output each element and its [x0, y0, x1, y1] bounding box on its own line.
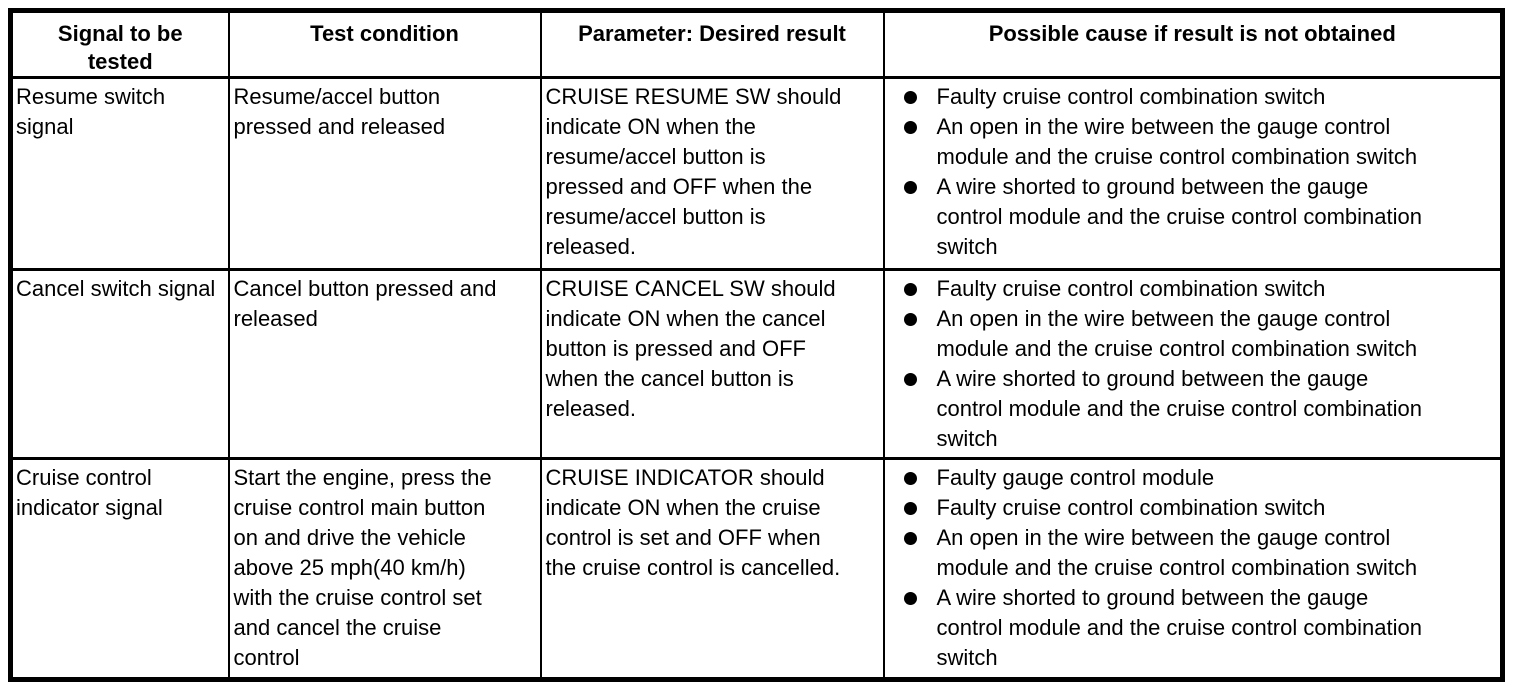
bullet-icon [904, 313, 917, 326]
bullet-icon [904, 502, 917, 515]
test-condition-cell: Cancel button pressed and released [229, 270, 541, 459]
cause-list [885, 463, 1501, 673]
bullet-icon [904, 373, 917, 386]
causes-cell [884, 78, 1503, 270]
bullet-icon [904, 91, 917, 104]
causes-cell [884, 459, 1503, 680]
cause-list [885, 274, 1501, 454]
signal-cell: Cruise control indicator signal [11, 459, 229, 680]
cause-text: An open in the wire between the gauge control module and the cruise control combination switch [936, 114, 1418, 169]
bullet-icon [904, 472, 917, 485]
cause-item [885, 304, 1501, 364]
cause-item [885, 523, 1501, 583]
cause-text: Faulty cruise control combination switch [936, 495, 1326, 520]
cause-item [885, 364, 1501, 454]
diagnostic-table [8, 8, 1505, 682]
cause-item [885, 82, 1501, 112]
col-header-possible-cause: Possible cause if result is not obtained [884, 11, 1503, 78]
parameter-cell: CRUISE INDICATOR should indicate ON when the cruise control is set and OFF when the cruise control is cancelled. [541, 459, 884, 680]
bullet-icon [904, 592, 917, 605]
test-condition-cell: Resume/accel button pressed and released [229, 78, 541, 270]
table-row [11, 459, 1503, 680]
table-row [11, 78, 1503, 270]
signal-cell: Resume switch signal [11, 78, 229, 270]
cause-text: A wire shorted to ground between the gauge control module and the cruise control combination switch [936, 174, 1422, 259]
cause-text: An open in the wire between the gauge control module and the cruise control combination switch [936, 525, 1418, 580]
table-header [11, 11, 1503, 78]
cause-text: A wire shorted to ground between the gauge control module and the cruise control combination switch [936, 585, 1422, 670]
bullet-icon [904, 181, 917, 194]
signal-cell: Cancel switch signal [11, 270, 229, 459]
table-row [11, 270, 1503, 459]
col-header-signal: Signal to be tested [11, 11, 229, 78]
cause-text: An open in the wire between the gauge control module and the cruise control combination switch [936, 306, 1418, 361]
parameter-cell: CRUISE RESUME SW should indicate ON when the resume/accel button is pressed and OFF when the resume/accel button is released. [541, 78, 884, 270]
cause-item [885, 463, 1501, 493]
causes-cell [884, 270, 1503, 459]
bullet-icon [904, 283, 917, 296]
cause-item [885, 583, 1501, 673]
cause-item [885, 274, 1501, 304]
parameter-cell: CRUISE CANCEL SW should indicate ON when the cancel button is pressed and OFF when the cancel button is released. [541, 270, 884, 459]
cause-text: A wire shorted to ground between the gauge control module and the cruise control combination switch [936, 366, 1422, 451]
test-condition-cell: Start the engine, press the cruise control main button on and drive the vehicle above 25 mph(40 km/h) with the cruise control set and cancel the cruise control [229, 459, 541, 680]
cause-text: Faulty gauge control module [936, 465, 1215, 490]
bullet-icon [904, 532, 917, 545]
cause-text: Faulty cruise control combination switch [936, 84, 1326, 109]
bullet-icon [904, 121, 917, 134]
header-row [11, 11, 1503, 78]
cause-item [885, 493, 1501, 523]
table-body [11, 78, 1503, 680]
cause-item [885, 112, 1501, 172]
cause-item [885, 172, 1501, 262]
col-header-parameter: Parameter: Desired result [541, 11, 884, 78]
cause-list [885, 82, 1501, 262]
col-header-test-condition: Test condition [229, 11, 541, 78]
cause-text: Faulty cruise control combination switch [936, 276, 1326, 301]
